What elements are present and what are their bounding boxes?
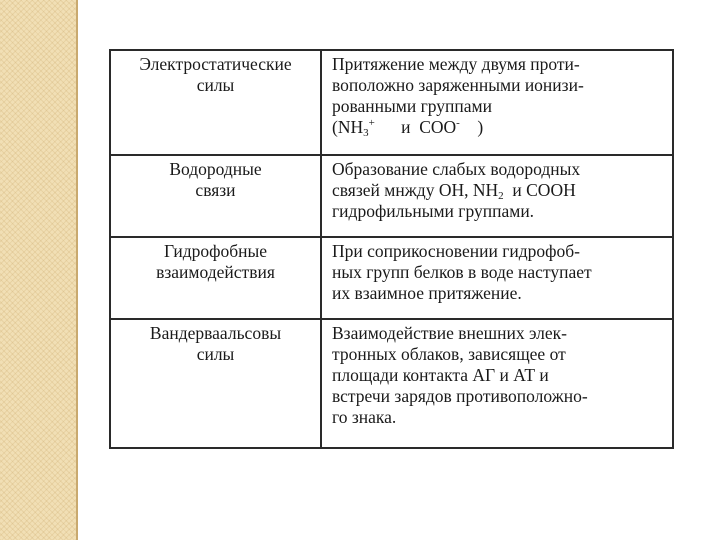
formula-superscript: -	[456, 117, 460, 129]
description-line: встречи зарядов противоположно-	[332, 386, 588, 406]
term-line: Вандерваальсовы	[149, 323, 282, 343]
term-line: силы	[196, 75, 235, 95]
description-line: их взаимное притяжение.	[332, 283, 522, 303]
bond-types-table	[109, 49, 672, 449]
formula-line	[332, 180, 666, 201]
table-row	[110, 50, 673, 155]
description-line: Взаимодействие внешних элек-	[332, 323, 568, 343]
formula-subscript: 3	[363, 127, 369, 139]
term-line: взаимодействия	[156, 262, 275, 282]
term-cell	[110, 50, 321, 155]
formula-text: (NH	[332, 117, 364, 137]
formula-line	[332, 117, 666, 138]
table-row	[110, 155, 673, 237]
formula-text: и СООН	[503, 180, 576, 200]
description-cell	[321, 50, 673, 155]
term-line: связи	[195, 180, 236, 200]
formula-text: связей мнжду ОН, NH	[332, 180, 499, 200]
description-line: ных групп белков в воде наступает	[332, 262, 592, 282]
term-line: силы	[196, 344, 235, 364]
term-line: Электростатические	[139, 54, 292, 74]
description-line: го знака.	[332, 407, 397, 427]
formula-text: и СОО	[374, 117, 457, 137]
description-line: воположно заряженными ионизи-	[332, 75, 584, 95]
description-cell	[321, 237, 673, 319]
formula-subscript: 2	[498, 190, 504, 202]
term-cell	[110, 155, 321, 237]
term-cell	[110, 237, 321, 319]
description-line: площади контакта АГ и АТ и	[332, 365, 549, 385]
description-line: При соприкосновении гидрофоб-	[332, 241, 580, 261]
formula-superscript: +	[368, 117, 375, 129]
description-line: Образование слабых водородных	[332, 159, 581, 179]
term-line: Гидрофобные	[163, 241, 268, 261]
term-line: Водородные	[169, 159, 262, 179]
decorative-sidebar-strip	[0, 0, 78, 540]
description-line: Притяжение между двумя проти-	[332, 54, 580, 74]
description-line: гидрофильными группами.	[332, 201, 535, 221]
description-line: рованными группами	[332, 96, 492, 116]
table-row	[110, 237, 673, 319]
description-cell	[321, 155, 673, 237]
description-line: тронных облаков, зависящее от	[332, 344, 566, 364]
description-cell	[321, 319, 673, 448]
table-row	[110, 319, 673, 448]
formula-text: )	[459, 117, 484, 137]
term-cell	[110, 319, 321, 448]
